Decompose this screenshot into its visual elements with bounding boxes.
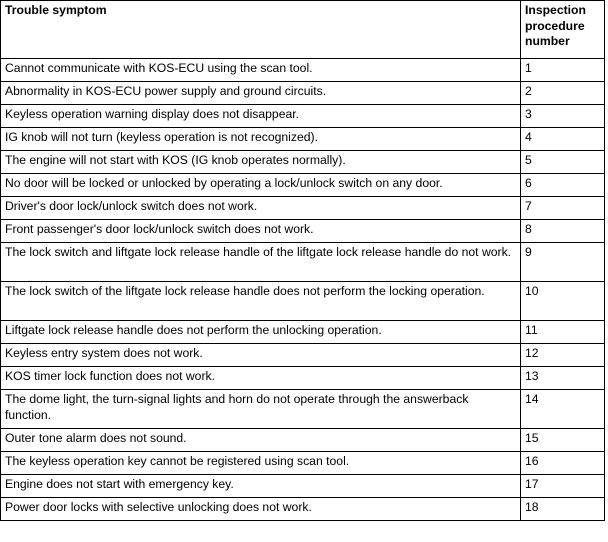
symptom-cell: No door will be locked or unlocked by operating a lock/unlock switch on any door. (1, 174, 521, 197)
symptom-cell: Keyless entry system does not work. (1, 344, 521, 367)
table-row (1, 390, 605, 429)
symptom-cell: Cannot communicate with KOS-ECU using the scan tool. (1, 59, 521, 82)
symptom-cell: Outer tone alarm does not sound. (1, 429, 521, 452)
procedure-number-cell: 2 (521, 82, 605, 105)
procedure-number-cell: 18 (521, 498, 605, 521)
header-inspection-procedure-number: Inspection procedure number (521, 1, 605, 59)
symptom-cell: IG knob will not turn (keyless operation is not recognized). (1, 128, 521, 151)
procedure-number-cell: 7 (521, 197, 605, 220)
symptom-cell: Engine does not start with emergency key. (1, 475, 521, 498)
table-row (1, 220, 605, 243)
symptom-cell: The dome light, the turn-signal lights and horn do not operate through the answerback function. (1, 390, 521, 429)
table-row (1, 82, 605, 105)
procedure-number-cell: 15 (521, 429, 605, 452)
procedure-number-cell: 3 (521, 105, 605, 128)
symptom-cell: KOS timer lock function does not work. (1, 367, 521, 390)
procedure-number-cell: 10 (521, 282, 605, 321)
procedure-number-cell: 16 (521, 452, 605, 475)
table-row (1, 197, 605, 220)
symptom-cell: The keyless operation key cannot be registered using scan tool. (1, 452, 521, 475)
header-trouble-symptom: Trouble symptom (1, 1, 521, 59)
procedure-number-cell: 11 (521, 321, 605, 344)
procedure-number-cell: 4 (521, 128, 605, 151)
procedure-number-cell: 5 (521, 151, 605, 174)
table-row (1, 429, 605, 452)
procedure-number-cell: 6 (521, 174, 605, 197)
symptom-cell: The lock switch and liftgate lock release handle of the liftgate lock release handle do not work. (1, 243, 521, 282)
header-row (1, 1, 605, 59)
procedure-number-cell: 1 (521, 59, 605, 82)
procedure-number-cell: 13 (521, 367, 605, 390)
procedure-number-cell: 17 (521, 475, 605, 498)
table-row (1, 105, 605, 128)
symptom-cell: Driver's door lock/unlock switch does not work. (1, 197, 521, 220)
table-row (1, 151, 605, 174)
table-row (1, 367, 605, 390)
symptom-cell: Keyless operation warning display does not disappear. (1, 105, 521, 128)
procedure-number-cell: 9 (521, 243, 605, 282)
table-row (1, 59, 605, 82)
procedure-number-cell: 12 (521, 344, 605, 367)
symptom-cell: Power door locks with selective unlocking does not work. (1, 498, 521, 521)
symptom-cell: The lock switch of the liftgate lock release handle does not perform the locking operation. (1, 282, 521, 321)
table-row (1, 498, 605, 521)
table-row (1, 452, 605, 475)
table-row (1, 321, 605, 344)
table-row (1, 344, 605, 367)
symptom-cell: The engine will not start with KOS (IG knob operates normally). (1, 151, 521, 174)
procedure-number-cell: 14 (521, 390, 605, 429)
procedure-number-cell: 8 (521, 220, 605, 243)
symptom-cell: Abnormality in KOS-ECU power supply and ground circuits. (1, 82, 521, 105)
table-row (1, 128, 605, 151)
symptom-cell: Front passenger's door lock/unlock switch does not work. (1, 220, 521, 243)
table-row (1, 174, 605, 197)
table-row (1, 282, 605, 321)
symptom-cell: Liftgate lock release handle does not perform the unlocking operation. (1, 321, 521, 344)
table-row (1, 475, 605, 498)
table-row (1, 243, 605, 282)
